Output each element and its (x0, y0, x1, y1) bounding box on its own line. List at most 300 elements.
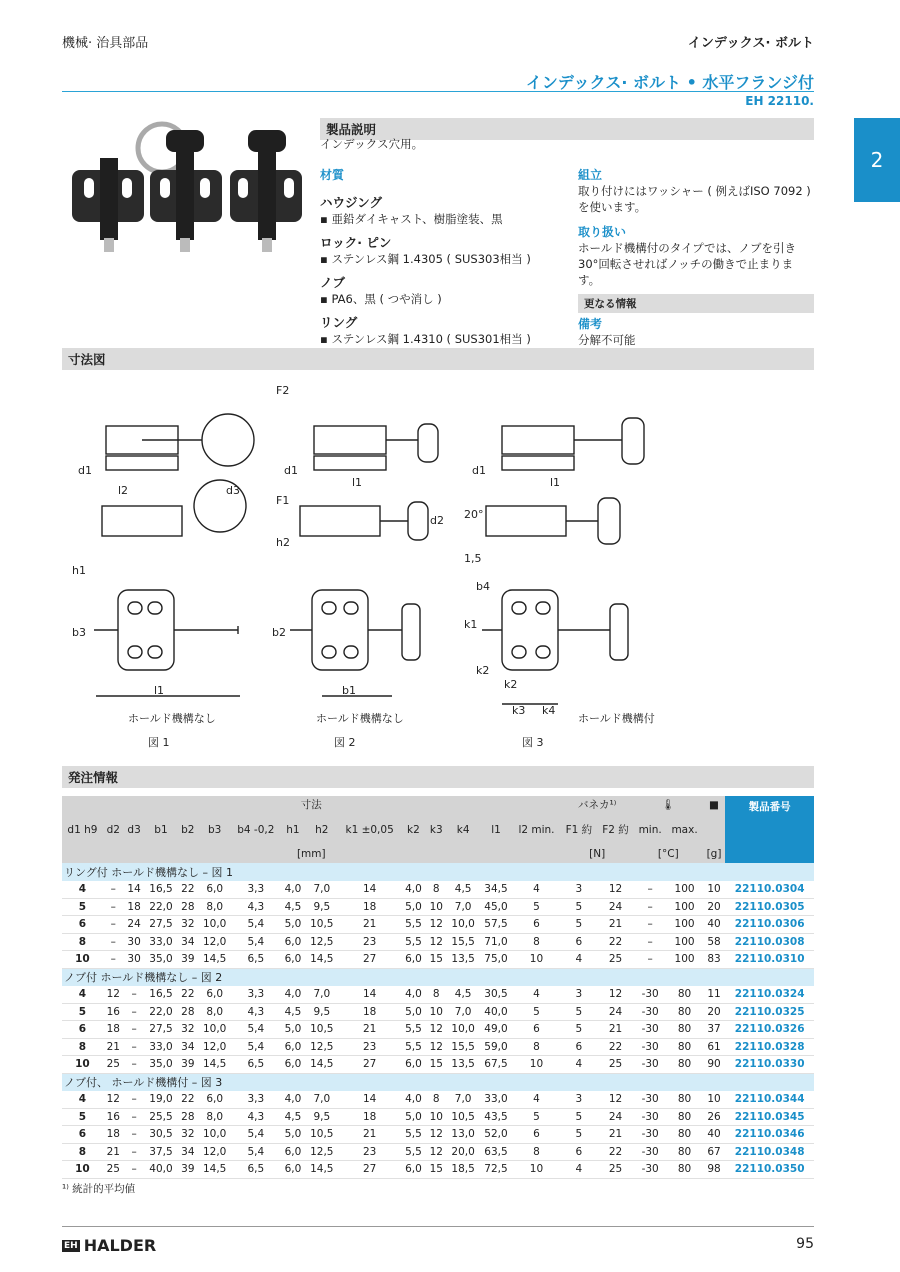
dimension-drawings (62, 378, 662, 758)
table-cell: 80 (666, 1021, 702, 1039)
table-cell: 33,0 (480, 1091, 513, 1109)
table-cell: 14,5 (305, 951, 338, 969)
table-cell: 52,0 (480, 1126, 513, 1144)
description-heading: 製品説明 (320, 118, 814, 140)
table-cell: 22 (597, 933, 634, 951)
fig1-h1-label: h1 (72, 564, 86, 577)
column-header: b4 -0,2 (231, 814, 280, 846)
table-cell: -30 (634, 1021, 667, 1039)
table-row (62, 1056, 814, 1074)
table-cell: 6,0 (401, 1056, 426, 1074)
table-cell: -30 (634, 1143, 667, 1161)
fig1-b3-label: b3 (72, 626, 86, 639)
table-cell: 100 (666, 881, 702, 899)
table-cell: 14,5 (198, 1161, 231, 1179)
product-code-cell[interactable]: 22110.0304 (725, 881, 814, 899)
table-cell: – (124, 1021, 145, 1039)
table-cell: 7,0 (305, 1091, 338, 1109)
table-cell: 24 (597, 1108, 634, 1126)
table-cell: 5,4 (231, 1126, 280, 1144)
table-cell: 22 (597, 1143, 634, 1161)
fig3-gap-label: 1,5 (464, 552, 482, 565)
table-cell: 6,5 (231, 1056, 280, 1074)
table-cell: 3,3 (231, 986, 280, 1004)
table-row (62, 1003, 814, 1021)
fig2-h2-label: h2 (276, 536, 290, 549)
table-cell: 21 (338, 1126, 401, 1144)
table-cell: 10,0 (447, 1021, 480, 1039)
table-cell: 13,5 (447, 951, 480, 969)
table-cell: 4 (62, 881, 103, 899)
table-cell: 5,5 (401, 1143, 426, 1161)
table-cell: 22,0 (145, 898, 178, 916)
table-cell: 10,5 (305, 1126, 338, 1144)
table-cell: 6,0 (198, 1091, 231, 1109)
table-cell: 5 (512, 1108, 560, 1126)
table-cell: 34 (177, 1038, 198, 1056)
table-cell: 5,5 (401, 1126, 426, 1144)
product-no-header: 製品番号 (725, 796, 814, 863)
table-cell: 27 (338, 1056, 401, 1074)
description-intro: インデックス穴用。 (320, 137, 424, 151)
table-cell: 25 (597, 1056, 634, 1074)
table-cell: 30,5 (145, 1126, 178, 1144)
table-cell: 57,5 (480, 916, 513, 934)
table-cell: 10 (62, 951, 103, 969)
column-header: k3 (426, 814, 447, 846)
table-cell: 13,0 (447, 1126, 480, 1144)
table-cell: 34 (177, 933, 198, 951)
table-cell: 6,0 (401, 1161, 426, 1179)
table-cell: -30 (634, 1108, 667, 1126)
handling-text: ホールド機構付のタイプでは、ノブを引き 30°回転させればノッチの働きで止まります。 (578, 241, 797, 287)
table-cell: 10 (62, 1161, 103, 1179)
table-cell: 22 (177, 986, 198, 1004)
table-cell: 15 (426, 951, 447, 969)
unit-n: [N] (561, 846, 634, 864)
table-cell: 27,5 (145, 1021, 178, 1039)
table-cell: 4,5 (447, 881, 480, 899)
order-table-wrap (62, 796, 814, 1197)
table-cell: 39 (177, 951, 198, 969)
product-code-cell[interactable]: 22110.0328 (725, 1038, 814, 1056)
table-cell: 6 (561, 1143, 598, 1161)
fig2-drawing (290, 424, 438, 696)
table-cell: 80 (666, 1003, 702, 1021)
table-cell: 21 (103, 1038, 124, 1056)
table-cell: – (124, 1091, 145, 1109)
table-cell: 33,0 (145, 933, 178, 951)
table-cell: 6 (512, 1021, 560, 1039)
table-cell: 5 (561, 1021, 598, 1039)
table-cell: 4,0 (281, 986, 306, 1004)
table-cell: 4 (62, 1091, 103, 1109)
table-cell: 80 (666, 1126, 702, 1144)
table-cell: 5,0 (401, 1108, 426, 1126)
table-cell: 80 (666, 1161, 702, 1179)
brand-name: HALDER (83, 1236, 157, 1255)
column-header: b2 (177, 814, 198, 846)
table-cell: 4,3 (231, 1108, 280, 1126)
fig3-k4-label: k4 (542, 704, 556, 717)
material-knob: ノブ ▪ PA6、黒 ( つや消し ) (320, 275, 442, 306)
table-cell: 80 (666, 1056, 702, 1074)
table-cell: 3,3 (231, 881, 280, 899)
table-cell: 12 (426, 1038, 447, 1056)
table-cell: -30 (634, 1091, 667, 1109)
table-cell: 14 (338, 881, 401, 899)
material-heading: 材質 (320, 168, 345, 182)
table-cell: 30 (124, 933, 145, 951)
table-cell: 59,0 (480, 1038, 513, 1056)
table-cell: 6,5 (231, 951, 280, 969)
table-cell: 18 (124, 898, 145, 916)
table-cell: 4 (62, 986, 103, 1004)
table-cell: – (634, 881, 667, 899)
table-header-row-3 (62, 846, 814, 864)
assembly-heading: 組立 (578, 168, 603, 182)
fig3-label: 図 3 (522, 736, 544, 749)
table-cell: 8 (62, 1143, 103, 1161)
table-cell: 22,0 (145, 1003, 178, 1021)
table-cell: 22 (177, 881, 198, 899)
page-title: インデックス· ボルト • 水平フランジ付 (525, 73, 814, 92)
table-cell: -30 (634, 1038, 667, 1056)
table-cell: 34 (177, 1143, 198, 1161)
table-cell: 8 (426, 881, 447, 899)
table-cell: 37,5 (145, 1143, 178, 1161)
table-cell: 4,3 (231, 1003, 280, 1021)
table-cell: 12 (426, 1021, 447, 1039)
table-cell: 10,5 (305, 916, 338, 934)
table-row (62, 881, 814, 899)
table-cell: – (124, 1161, 145, 1179)
fig2-f1-label: F1 (276, 494, 290, 507)
table-row (62, 916, 814, 934)
product-code-cell[interactable]: 22110.0348 (725, 1143, 814, 1161)
table-cell: 5 (561, 1108, 598, 1126)
table-cell: – (634, 898, 667, 916)
product-code-cell[interactable]: 22110.0310 (725, 951, 814, 969)
table-cell: 12,0 (198, 1143, 231, 1161)
fig1-d1-label: d1 (78, 464, 92, 477)
table-cell: 4,5 (281, 1108, 306, 1126)
table-cell: 12,5 (305, 1038, 338, 1056)
spring-header: バネカ¹⁾ (561, 796, 634, 814)
column-header: d3 (124, 814, 145, 846)
table-cell: 40 (703, 916, 726, 934)
table-cell: 90 (703, 1056, 726, 1074)
table-cell: 13,5 (447, 1056, 480, 1074)
table-cell: 5,4 (231, 933, 280, 951)
table-cell: 28 (177, 1108, 198, 1126)
table-cell: 10 (426, 898, 447, 916)
note-heading: 備考 (578, 317, 603, 331)
table-cell: 4,0 (401, 881, 426, 899)
fig3-drawing (482, 418, 644, 704)
table-cell: 5 (512, 1003, 560, 1021)
table-cell: – (124, 1038, 145, 1056)
table-cell: 8,0 (198, 1003, 231, 1021)
table-cell: – (634, 951, 667, 969)
table-row (62, 1108, 814, 1126)
table-cell: 19,0 (145, 1091, 178, 1109)
section-label: インデックス· ボルト (687, 36, 814, 51)
table-cell: 45,0 (480, 898, 513, 916)
table-cell: 5 (561, 1126, 598, 1144)
table-cell: 20,0 (447, 1143, 480, 1161)
table-cell: 71,0 (480, 933, 513, 951)
table-cell: 8 (512, 933, 560, 951)
table-cell: 16,5 (145, 986, 178, 1004)
table-row (62, 1126, 814, 1144)
table-cell: 40,0 (480, 1003, 513, 1021)
table-cell: 24 (597, 1003, 634, 1021)
table-cell: 18 (103, 1021, 124, 1039)
table-cell: 10,0 (447, 916, 480, 934)
table-cell: 30,5 (480, 986, 513, 1004)
table-cell: 14 (338, 1091, 401, 1109)
fig3-b4-label: b4 (476, 580, 490, 593)
table-cell: 25 (103, 1056, 124, 1074)
table-cell: 22 (177, 1091, 198, 1109)
column-header: h2 (305, 814, 338, 846)
group-row (62, 1073, 814, 1091)
fig2-d2-label: d2 (430, 514, 444, 527)
table-cell: 18 (103, 1126, 124, 1144)
table-cell: 10 (512, 1161, 560, 1179)
table-cell: 5 (512, 898, 560, 916)
assembly-block (578, 166, 814, 348)
table-cell: 15 (426, 1161, 447, 1179)
table-cell: 72,5 (480, 1161, 513, 1179)
product-code-cell[interactable]: 22110.0308 (725, 933, 814, 951)
fig3-k2-label: k2 (476, 664, 490, 677)
table-cell: 3 (561, 881, 598, 899)
fig3-k3-label: k3 (512, 704, 526, 717)
column-header (703, 814, 726, 846)
table-cell: 6,0 (281, 1056, 306, 1074)
table-cell: 7,0 (305, 986, 338, 1004)
product-code-cell[interactable]: 22110.0344 (725, 1091, 814, 1109)
table-cell: 5 (561, 916, 598, 934)
table-cell: 18 (338, 1003, 401, 1021)
fig2-b2-label: b2 (272, 626, 286, 639)
product-code-cell[interactable]: 22110.0345 (725, 1108, 814, 1126)
table-cell: 23 (338, 1038, 401, 1056)
table-cell: – (124, 1003, 145, 1021)
table-cell: 100 (666, 933, 702, 951)
product-code-cell[interactable]: 22110.0325 (725, 1003, 814, 1021)
table-cell: 10 (703, 881, 726, 899)
column-header: l1 (480, 814, 513, 846)
table-cell: 12 (426, 933, 447, 951)
product-hold-variant (230, 130, 302, 252)
table-cell: 22 (597, 1038, 634, 1056)
table-cell: 4 (561, 1056, 598, 1074)
group-label: リング付 ホールド機構なし – 図 1 (62, 863, 814, 881)
table-cell: 4,5 (281, 898, 306, 916)
table-cell: 14 (124, 881, 145, 899)
table-cell: 10 (512, 1056, 560, 1074)
table-cell: 6 (512, 1126, 560, 1144)
table-cell: 67 (703, 1143, 726, 1161)
chapter-tab[interactable]: 2 (854, 118, 900, 202)
logo-mark: EH (64, 1240, 78, 1251)
table-cell: 21 (597, 1021, 634, 1039)
table-cell: 21 (103, 1143, 124, 1161)
table-cell: – (124, 1056, 145, 1074)
table-cell: 10 (62, 1056, 103, 1074)
table-cell: – (124, 1108, 145, 1126)
table-cell: 21 (338, 916, 401, 934)
table-cell: – (634, 916, 667, 934)
table-cell: 10 (512, 951, 560, 969)
table-cell: 8 (62, 933, 103, 951)
table-cell: 4,0 (401, 1091, 426, 1109)
table-cell: 10 (426, 1108, 447, 1126)
table-cell: 49,0 (480, 1021, 513, 1039)
table-cell: 32 (177, 1126, 198, 1144)
product-code: EH 22110. (745, 94, 814, 108)
table-cell: 23 (338, 933, 401, 951)
table-cell: – (124, 986, 145, 1004)
product-photo (62, 118, 312, 258)
product-code-cell[interactable]: 22110.0305 (725, 898, 814, 916)
fig1-caption: ホールド機構なし (128, 712, 216, 725)
table-cell: 75,0 (480, 951, 513, 969)
table-cell: 8 (512, 1038, 560, 1056)
table-cell: 4,0 (281, 1091, 306, 1109)
product-code-cell[interactable]: 22110.0306 (725, 916, 814, 934)
table-cell: 100 (666, 951, 702, 969)
column-header: F2 約 (597, 814, 634, 846)
table-cell: 33,0 (145, 1038, 178, 1056)
table-cell: 12 (103, 1091, 124, 1109)
table-cell: 5,0 (281, 1126, 306, 1144)
column-header: d2 (103, 814, 124, 846)
table-cell: 6 (512, 916, 560, 934)
table-cell: 6,0 (401, 951, 426, 969)
table-cell: 5,4 (231, 1021, 280, 1039)
table-cell: 15 (426, 1056, 447, 1074)
table-cell: 10,5 (447, 1108, 480, 1126)
table-cell: 4,5 (447, 986, 480, 1004)
table-cell: 7,0 (447, 1003, 480, 1021)
table-cell: 24 (597, 898, 634, 916)
table-cell: 27,5 (145, 916, 178, 934)
table-cell: 12 (426, 1143, 447, 1161)
table-cell: 3 (561, 1091, 598, 1109)
table-row (62, 1143, 814, 1161)
fig2-l1-label: l1 (352, 476, 363, 489)
table-cell: 6 (62, 1126, 103, 1144)
product-code-cell[interactable]: 22110.0330 (725, 1056, 814, 1074)
table-cell: 5,5 (401, 933, 426, 951)
table-row (62, 986, 814, 1004)
material-housing: ハウジング ▪ 亜鉛ダイキャスト、樹脂塗装、黒 (320, 195, 503, 226)
table-cell: 9,5 (305, 1108, 338, 1126)
table-cell: 8 (62, 1038, 103, 1056)
table-cell: 39 (177, 1161, 198, 1179)
group-row (62, 968, 814, 986)
table-cell: 4 (561, 1161, 598, 1179)
category-label: 機械· 治具部品 (62, 36, 149, 51)
product-code-cell[interactable]: 22110.0324 (725, 986, 814, 1004)
table-cell: 12 (597, 986, 634, 1004)
table-cell: 11 (703, 986, 726, 1004)
table-cell: 6 (62, 916, 103, 934)
table-cell: 39 (177, 1056, 198, 1074)
fig1-label: 図 1 (148, 736, 170, 749)
fig2-caption: ホールド機構なし (316, 712, 404, 725)
table-cell: 6,0 (281, 933, 306, 951)
table-cell: 6,0 (281, 1161, 306, 1179)
table-cell: 16,5 (145, 881, 178, 899)
table-cell: 21 (597, 916, 634, 934)
table-row (62, 1021, 814, 1039)
column-header: k4 (447, 814, 480, 846)
table-cell: – (103, 881, 124, 899)
table-cell: 80 (666, 1038, 702, 1056)
table-cell: 100 (666, 916, 702, 934)
table-cell: 4,0 (401, 986, 426, 1004)
table-cell: 20 (703, 898, 726, 916)
table-cell: 61 (703, 1038, 726, 1056)
table-cell: 25 (597, 1161, 634, 1179)
table-cell: 5,4 (231, 1143, 280, 1161)
table-cell: 30 (124, 951, 145, 969)
unit-c: [°C] (634, 846, 703, 864)
table-cell: 35,0 (145, 951, 178, 969)
product-code-cell[interactable]: 22110.0346 (725, 1126, 814, 1144)
table-cell: 16 (103, 1003, 124, 1021)
group-row (62, 863, 814, 881)
fig1-drawing (94, 414, 254, 696)
table-cell: 5,5 (401, 1021, 426, 1039)
table-cell: 18 (338, 1108, 401, 1126)
table-cell: 5 (62, 898, 103, 916)
table-cell: 6 (561, 1038, 598, 1056)
table-cell: 15,5 (447, 933, 480, 951)
product-code-cell[interactable]: 22110.0350 (725, 1161, 814, 1179)
product-code-cell[interactable]: 22110.0326 (725, 1021, 814, 1039)
unit-g: [g] (703, 846, 726, 864)
table-cell: 14,5 (198, 1056, 231, 1074)
table-cell: 27 (338, 1161, 401, 1179)
order-heading: 発注情報 (62, 766, 814, 788)
weight-icon: ■ (703, 796, 726, 814)
table-cell: 14,5 (305, 1161, 338, 1179)
table-cell: 8,0 (198, 898, 231, 916)
fig2-b1-label: b1 (342, 684, 356, 697)
table-cell: 6 (561, 933, 598, 951)
table-cell: 16 (103, 1108, 124, 1126)
table-cell: 12 (597, 1091, 634, 1109)
table-cell: 32 (177, 1021, 198, 1039)
table-cell: 20 (703, 1003, 726, 1021)
table-cell: 100 (666, 898, 702, 916)
dims-header: 寸法 (62, 796, 561, 814)
table-row (62, 898, 814, 916)
more-info-heading: 更なる情報 (578, 294, 814, 313)
material-ring: リング ▪ ステンレス鋼 1.4310 ( SUS301相当 ) (320, 315, 531, 346)
table-cell: 15,5 (447, 1038, 480, 1056)
table-cell: 3 (561, 986, 598, 1004)
order-table-body (62, 863, 814, 1178)
table-cell: 4 (512, 881, 560, 899)
table-cell: 18 (338, 898, 401, 916)
